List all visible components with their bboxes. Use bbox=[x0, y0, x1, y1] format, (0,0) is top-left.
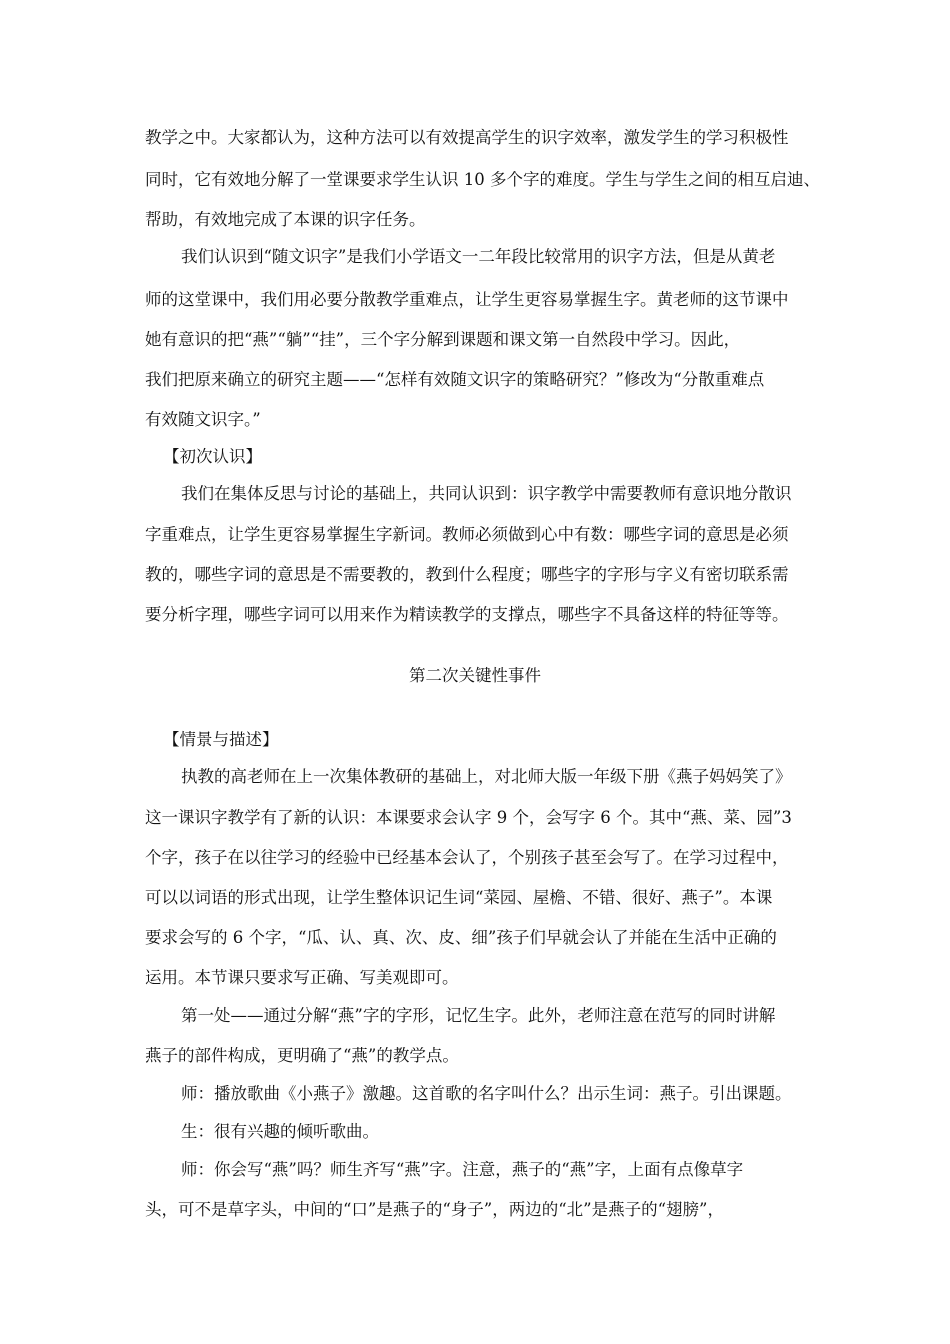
paragraph-line: 师的这堂课中，我们用必要分散教学重难点，让学生更容易掌握生字。黄老师的这节课中 bbox=[145, 290, 789, 309]
dialogue-line-teacher: 师：播放歌曲《小燕子》激趣。这首歌的名字叫什么？出示生词：燕子。引出课题。 bbox=[181, 1084, 792, 1103]
paragraph-line: 她有意识的把“燕”“躺”“挂”，三个字分解到课题和课文第一自然段中学习。因此， bbox=[145, 330, 741, 349]
dialogue-line-student: 生：很有兴趣的倾听歌曲。 bbox=[181, 1122, 379, 1141]
paragraph-line: 头，可不是草字头，中间的“口”是燕子的“身子”，两边的“北”是燕子的“翅膀”， bbox=[145, 1200, 724, 1219]
paragraph-line: 教的，哪些字词的意思是不需要教的，教到什么程度；哪些字的字形与字义有密切联系需 bbox=[145, 565, 789, 584]
paragraph-line: 我们在集体反思与讨论的基础上，共同认识到：识字教学中需要教师有意识地分散识 bbox=[181, 484, 792, 503]
paragraph-line: 我们把原来确立的研究主题——“怎样有效随文识字的策略研究？”修改为“分散重难点 bbox=[145, 370, 765, 389]
paragraph-line: 有效随文识字。” bbox=[145, 410, 261, 429]
paragraph-line: 要求会写的 6 个字，“瓜、认、真、次、皮、细”孩子们早就会认了并能在生活中正确的 bbox=[145, 928, 777, 947]
paragraph-line: 同时，它有效地分解了一堂课要求学生认识 10 多个字的难度。学生与学生之间的相互启迪、 bbox=[145, 170, 820, 189]
paragraph-line: 个字，孩子在以往学习的经验中已经基本会认了，个别孩子甚至会写了。在学习过程中， bbox=[145, 848, 789, 867]
section-title-second-key-event: 第二次关键性事件 bbox=[409, 666, 541, 685]
dialogue-line-teacher: 师：你会写“燕”吗？师生齐写“燕”字。注意，燕子的“燕”字，上面有点像草字 bbox=[181, 1160, 744, 1179]
paragraph-line: 教学之中。大家都认为，这种方法可以有效提高学生的识字效率，激发学生的学习积极性 bbox=[145, 128, 789, 147]
paragraph-line: 这一课识字教学有了新的认识：本课要求会认字 9 个，会写字 6 个。其中“燕、菜、园”3 bbox=[145, 808, 792, 827]
paragraph-line: 帮助，有效地完成了本课的识字任务。 bbox=[145, 210, 426, 229]
paragraph-line: 字重难点，让学生更容易掌握生字新词。教师必须做到心中有数：哪些字词的意思是必须 bbox=[145, 525, 789, 544]
paragraph-line: 可以以词语的形式出现，让学生整体识记生词“菜园、屋檐、不错、很好、燕子”。本课 bbox=[145, 888, 773, 907]
section-heading-scene-description: 【情景与描述】 bbox=[163, 730, 279, 749]
paragraph-line: 运用。本节课只要求写正确、写美观即可。 bbox=[145, 968, 459, 987]
paragraph-line: 燕子的部件构成，更明确了“燕”的教学点。 bbox=[145, 1046, 459, 1065]
paragraph-line: 我们认识到“随文识字”是我们小学语文一二年段比较常用的识字方法，但是从黄老 bbox=[181, 247, 776, 266]
paragraph-line: 第一处——通过分解“燕”字的字形，记忆生字。此外，老师注意在范写的同时讲解 bbox=[181, 1006, 776, 1025]
paragraph-line: 要分析字理，哪些字词可以用来作为精读教学的支撑点，哪些字不具备这样的特征等等。 bbox=[145, 605, 789, 624]
section-heading-initial-understanding: 【初次认识】 bbox=[163, 447, 262, 466]
paragraph-line: 执教的高老师在上一次集体教研的基础上，对北师大版一年级下册《燕子妈妈笑了》 bbox=[181, 767, 792, 786]
